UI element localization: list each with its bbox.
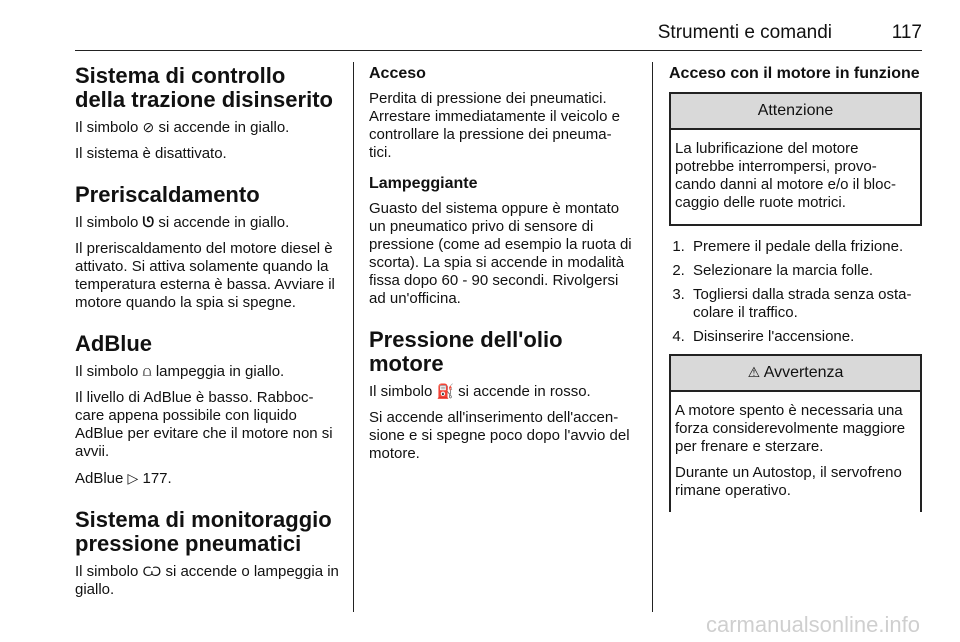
header-divider <box>75 50 922 51</box>
paragraph: Guasto del sistema oppure è montato un pneumatico privo di sensore di pressione (come ad esempio la ruota di scorta). La spia si accende in modalità fissa dopo 60 - 90 secondi. Rivolgersi ad un'officina. <box>369 200 632 307</box>
warning-box-title: ⚠ Avvertenza <box>671 356 920 392</box>
paragraph: Il simbolo ⊘ si accende in giallo. <box>75 119 290 136</box>
caution-box <box>669 92 922 226</box>
section-adblue <box>75 332 341 488</box>
section-lampeggiante <box>369 174 633 308</box>
paragraph: Perdita di pressione dei pneumatici. Arrestare immediatamente il veicolo e controllare la pressione dei pneuma-tici. <box>369 90 620 161</box>
section-title: Strumenti e comandi <box>657 22 832 43</box>
steps-list <box>669 238 922 346</box>
list-item: 2. Selezionare la marcia folle. <box>689 262 922 280</box>
caution-text: La lubrificazione del motore potrebbe interrompersi, provo-cando danni al motore e/o il bloc-caggio delle ruote motrici. <box>675 140 896 211</box>
paragraph: Il simbolo Ѡ si accende o lampeggia in giallo. <box>75 563 339 598</box>
column-divider <box>652 62 653 612</box>
section-preheat <box>75 183 341 312</box>
list-item: 4. Disinserire l'accensione. <box>689 328 922 346</box>
column-3 <box>669 62 922 524</box>
cross-reference[interactable]: AdBlue ▷ 177. <box>75 470 172 487</box>
paragraph: Il livello di AdBlue è basso. Rabboc-care appena possibile con liquido AdBlue per evitare che il motore non si avvii. <box>75 389 333 460</box>
section-tyre-pressure <box>75 508 341 599</box>
watermark: carmanualsonline.info <box>705 612 920 637</box>
section-heading: AdBlue <box>75 331 152 356</box>
sub-heading: Lampeggiante <box>369 175 478 192</box>
column-2 <box>369 62 633 483</box>
paragraph: Il simbolo ᘎ si accende in giallo. <box>75 214 290 231</box>
section-acceso <box>369 64 633 162</box>
warning-text: Durante un Autostop, il servofreno rimane operativo. <box>675 464 902 499</box>
preheat-icon: ᘎ <box>142 214 155 230</box>
section-heading: Pressione dell'olio motore <box>369 327 563 376</box>
column-divider <box>353 62 354 612</box>
section-oil-pressure <box>369 328 633 463</box>
paragraph: Il simbolo ⛽ si accende in rosso. <box>369 383 591 400</box>
list-item: 1. Premere il pedale della frizione. <box>689 238 922 256</box>
warning-triangle-icon: ⚠ <box>747 364 761 380</box>
paragraph: Il preriscaldamento del motore diesel è attivato. Si attiva solamente quando la temperatura esterna è bassa. Avviare il motore quando la spia si spegne. <box>75 240 335 311</box>
traction-off-icon: ⊘ <box>142 119 155 135</box>
warning-text: A motore spento è necessaria una forza considerevolmente maggiore per frenare e sterzare. <box>675 402 906 455</box>
oil-can-icon: ⛽ <box>436 383 454 399</box>
adblue-icon: ⩍ <box>142 363 152 379</box>
paragraph: Il sistema è disattivato. <box>75 145 227 162</box>
sub-heading: Acceso <box>369 65 426 82</box>
tyre-pressure-icon: Ѡ <box>142 563 162 579</box>
section-heading: Sistema di monitoraggio pressione pneumatici <box>75 507 332 556</box>
section-heading: Preriscaldamento <box>75 182 260 207</box>
section-heading: Sistema di controllo della trazione disinserito <box>75 63 333 112</box>
sub-heading: Acceso con il motore in funzione <box>669 65 920 82</box>
section-traction-control <box>75 64 341 163</box>
warning-box <box>669 354 922 512</box>
column-1 <box>75 62 341 619</box>
arrow-reference-icon: ▷ <box>127 470 139 486</box>
paragraph: Si accende all'inserimento dell'accen-sione e si spegne poco dopo l'avvio del motore. <box>369 409 630 462</box>
list-item: 3. Togliersi dalla strada senza osta-colare il traffico. <box>689 286 922 322</box>
page-number: 117 <box>891 22 922 43</box>
caution-box-title: Attenzione <box>671 94 920 130</box>
paragraph: Il simbolo ⩍ lampeggia in giallo. <box>75 363 285 380</box>
